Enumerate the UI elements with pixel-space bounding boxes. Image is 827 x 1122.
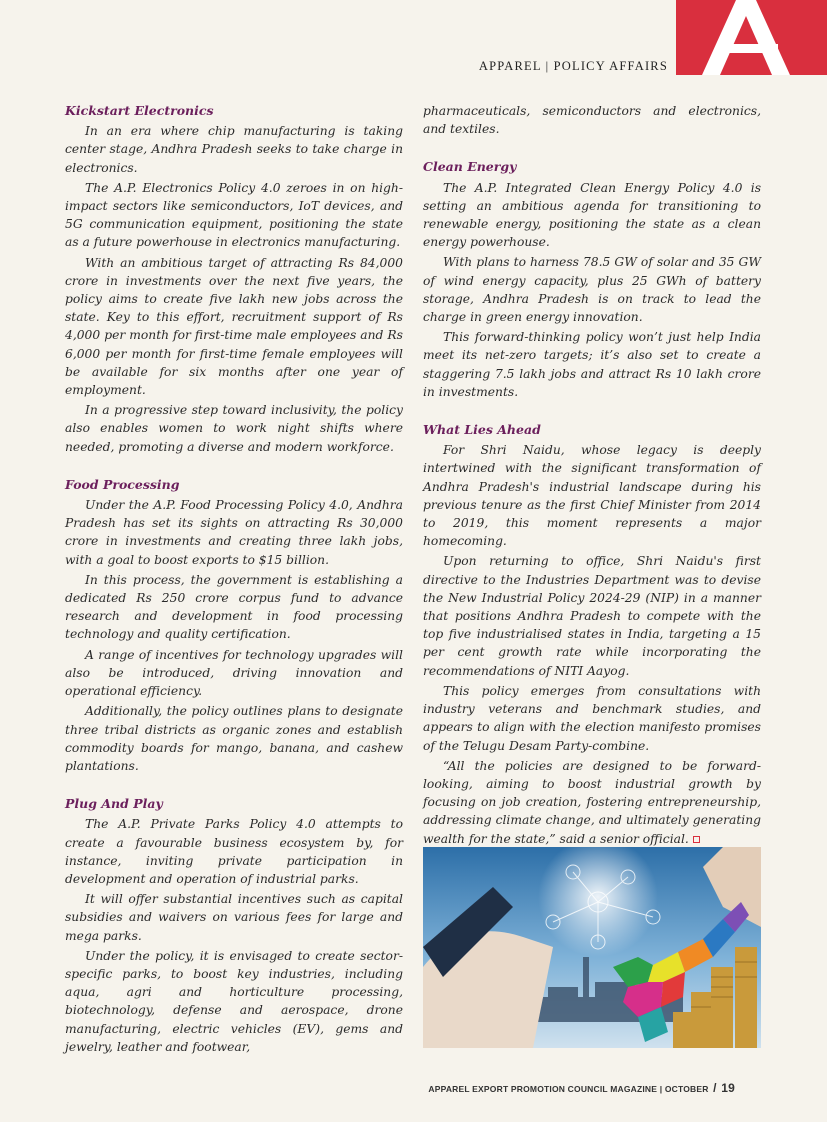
body-paragraph: This policy emerges from consultations with industry veterans and benchmark studies, and appears to align with the election manifesto promises of the Telugu Desam Party-combine. <box>423 683 761 753</box>
section-spacer <box>423 140 761 158</box>
logo-a-icon <box>676 0 827 75</box>
magazine-logo-block <box>676 0 827 75</box>
body-paragraph: A range of incentives for technology upgrades will also be introduced, driving innovation and operational efficiency. <box>65 647 403 699</box>
page-number: 19 <box>721 1081 735 1095</box>
section-heading: Food Processing <box>65 476 180 492</box>
body-paragraph: It will offer substantial incentives such as capital subsidies and waivers on various fees for large and mega parks. <box>65 892 403 943</box>
article-photo <box>423 847 761 1048</box>
body-paragraph: pharmaceuticals, semiconductors and electronics, and textiles. <box>423 104 761 137</box>
section-spacer <box>65 458 403 476</box>
body-paragraph: The A.P. Electronics Policy 4.0 zeroes in on high-impact sectors like semiconductors, IoT devices, and 5G communication equipment, positioning the state as a future powerhouse in electronics manufacturing. <box>65 180 403 250</box>
body-paragraph: “All the policies are designed to be forward-looking, aiming to boost industrial growth by focusing on job creation, fostering entrepreneurship, addressing climate change, and ultimately generating wealth for the state,” said a senior official. <box>423 758 761 846</box>
body-paragraph: Under the A.P. Food Processing Policy 4.0, Andhra Pradesh has set its sights on attracting Rs 30,000 crore in investments and creating three lakh jobs, with a goal to boost exports to $15 billion. <box>65 498 403 567</box>
section-spacer <box>65 777 403 795</box>
body-paragraph: Under the policy, it is envisaged to create sector-specific parks, to boost key industries, including aqua, agri and horticulture processing, biotechnology, defense and aerospace, drone manufacturing, electric vehicles (EV), gems and jewelry, leather and footwear, <box>65 948 403 1054</box>
body-paragraph: In a progressive step toward inclusivity, the policy also enables women to work night shifts where needed, promoting a diverse and modern workforce. <box>65 403 403 454</box>
body-paragraph: With plans to harness 78.5 GW of solar and 35 GW of wind energy capacity, plus 25 GWh of battery storage, Andhra Pradesh is on track to lead the charge in green energy innovation. <box>423 255 761 325</box>
body-paragraph: Additionally, the policy outlines plans to designate three tribal districts as organic zones and establish commodity boards for mango, banana, and cashew plantations. <box>65 704 403 773</box>
body-paragraph: In an era where chip manufacturing is taking center stage, Andhra Pradesh seeks to take charge in electronics. <box>65 124 403 175</box>
body-paragraph: Upon returning to office, Shri Naidu's first directive to the Industries Department was to devise the New Industrial Policy 2024-29 (NIP) in a manner that positions Andhra Pradesh to compete with the top five industrialised states in India, targeting a 15 per cent growth rate while incorporating the recommendations of NITI Aayog. <box>423 554 761 678</box>
body-paragraph: The A.P. Integrated Clean Energy Policy 4.0 is setting an ambitious agenda for transitioning to renewable energy, positioning the state as a clean energy powerhouse. <box>423 180 761 250</box>
body-paragraph: For Shri Naidu, whose legacy is deeply intertwined with the significant transformation of Andhra Pradesh's industrial landscape during his previous tenure as the first Chief Minister from 2014 to 2019, this moment represents a major homecoming. <box>423 443 761 549</box>
right-column <box>423 102 761 850</box>
footer-separator: / <box>713 1081 717 1095</box>
square-end-mark-icon <box>693 836 700 843</box>
body-paragraph: In this process, the government is establishing a dedicated Rs 250 crore corpus fund to advance research and development in food processing technology and quality certification. <box>65 572 403 642</box>
page-footer <box>428 1081 735 1095</box>
body-paragraph: This forward-thinking policy won’t just help India meet its net-zero targets; it’s also set to create a staggering 7.5 lakh jobs and attract Rs 10 lakh crore in investments. <box>423 330 761 399</box>
section-label: APPAREL | POLICY AFFAIRS <box>478 59 668 73</box>
section-heading: What Lies Ahead <box>423 422 541 438</box>
section-heading: Kickstart Electronics <box>65 103 214 118</box>
section-heading: Plug And Play <box>65 796 163 812</box>
body-paragraph: With an ambitious target of attracting Rs 84,000 crore in investments over the next five years, the policy aims to create five lakh new jobs across the state. Key to this effort, recruitment support of Rs 4,000 per month for first-time male employees and Rs 6,000 per month for first-time female employees will be available for six months after one year of employment. <box>65 255 403 398</box>
footer-magazine-name: APPAREL EXPORT PROMOTION COUNCIL MAGAZINE | OCTOBER <box>428 1084 709 1094</box>
left-column <box>65 102 403 1058</box>
body-paragraph: The A.P. Private Parks Policy 4.0 attempts to create a favourable business ecosystem by, for instance, inviting private participation in development and operation of industrial parks. <box>65 817 403 886</box>
section-heading: Clean Energy <box>423 159 517 175</box>
section-spacer <box>423 403 761 421</box>
